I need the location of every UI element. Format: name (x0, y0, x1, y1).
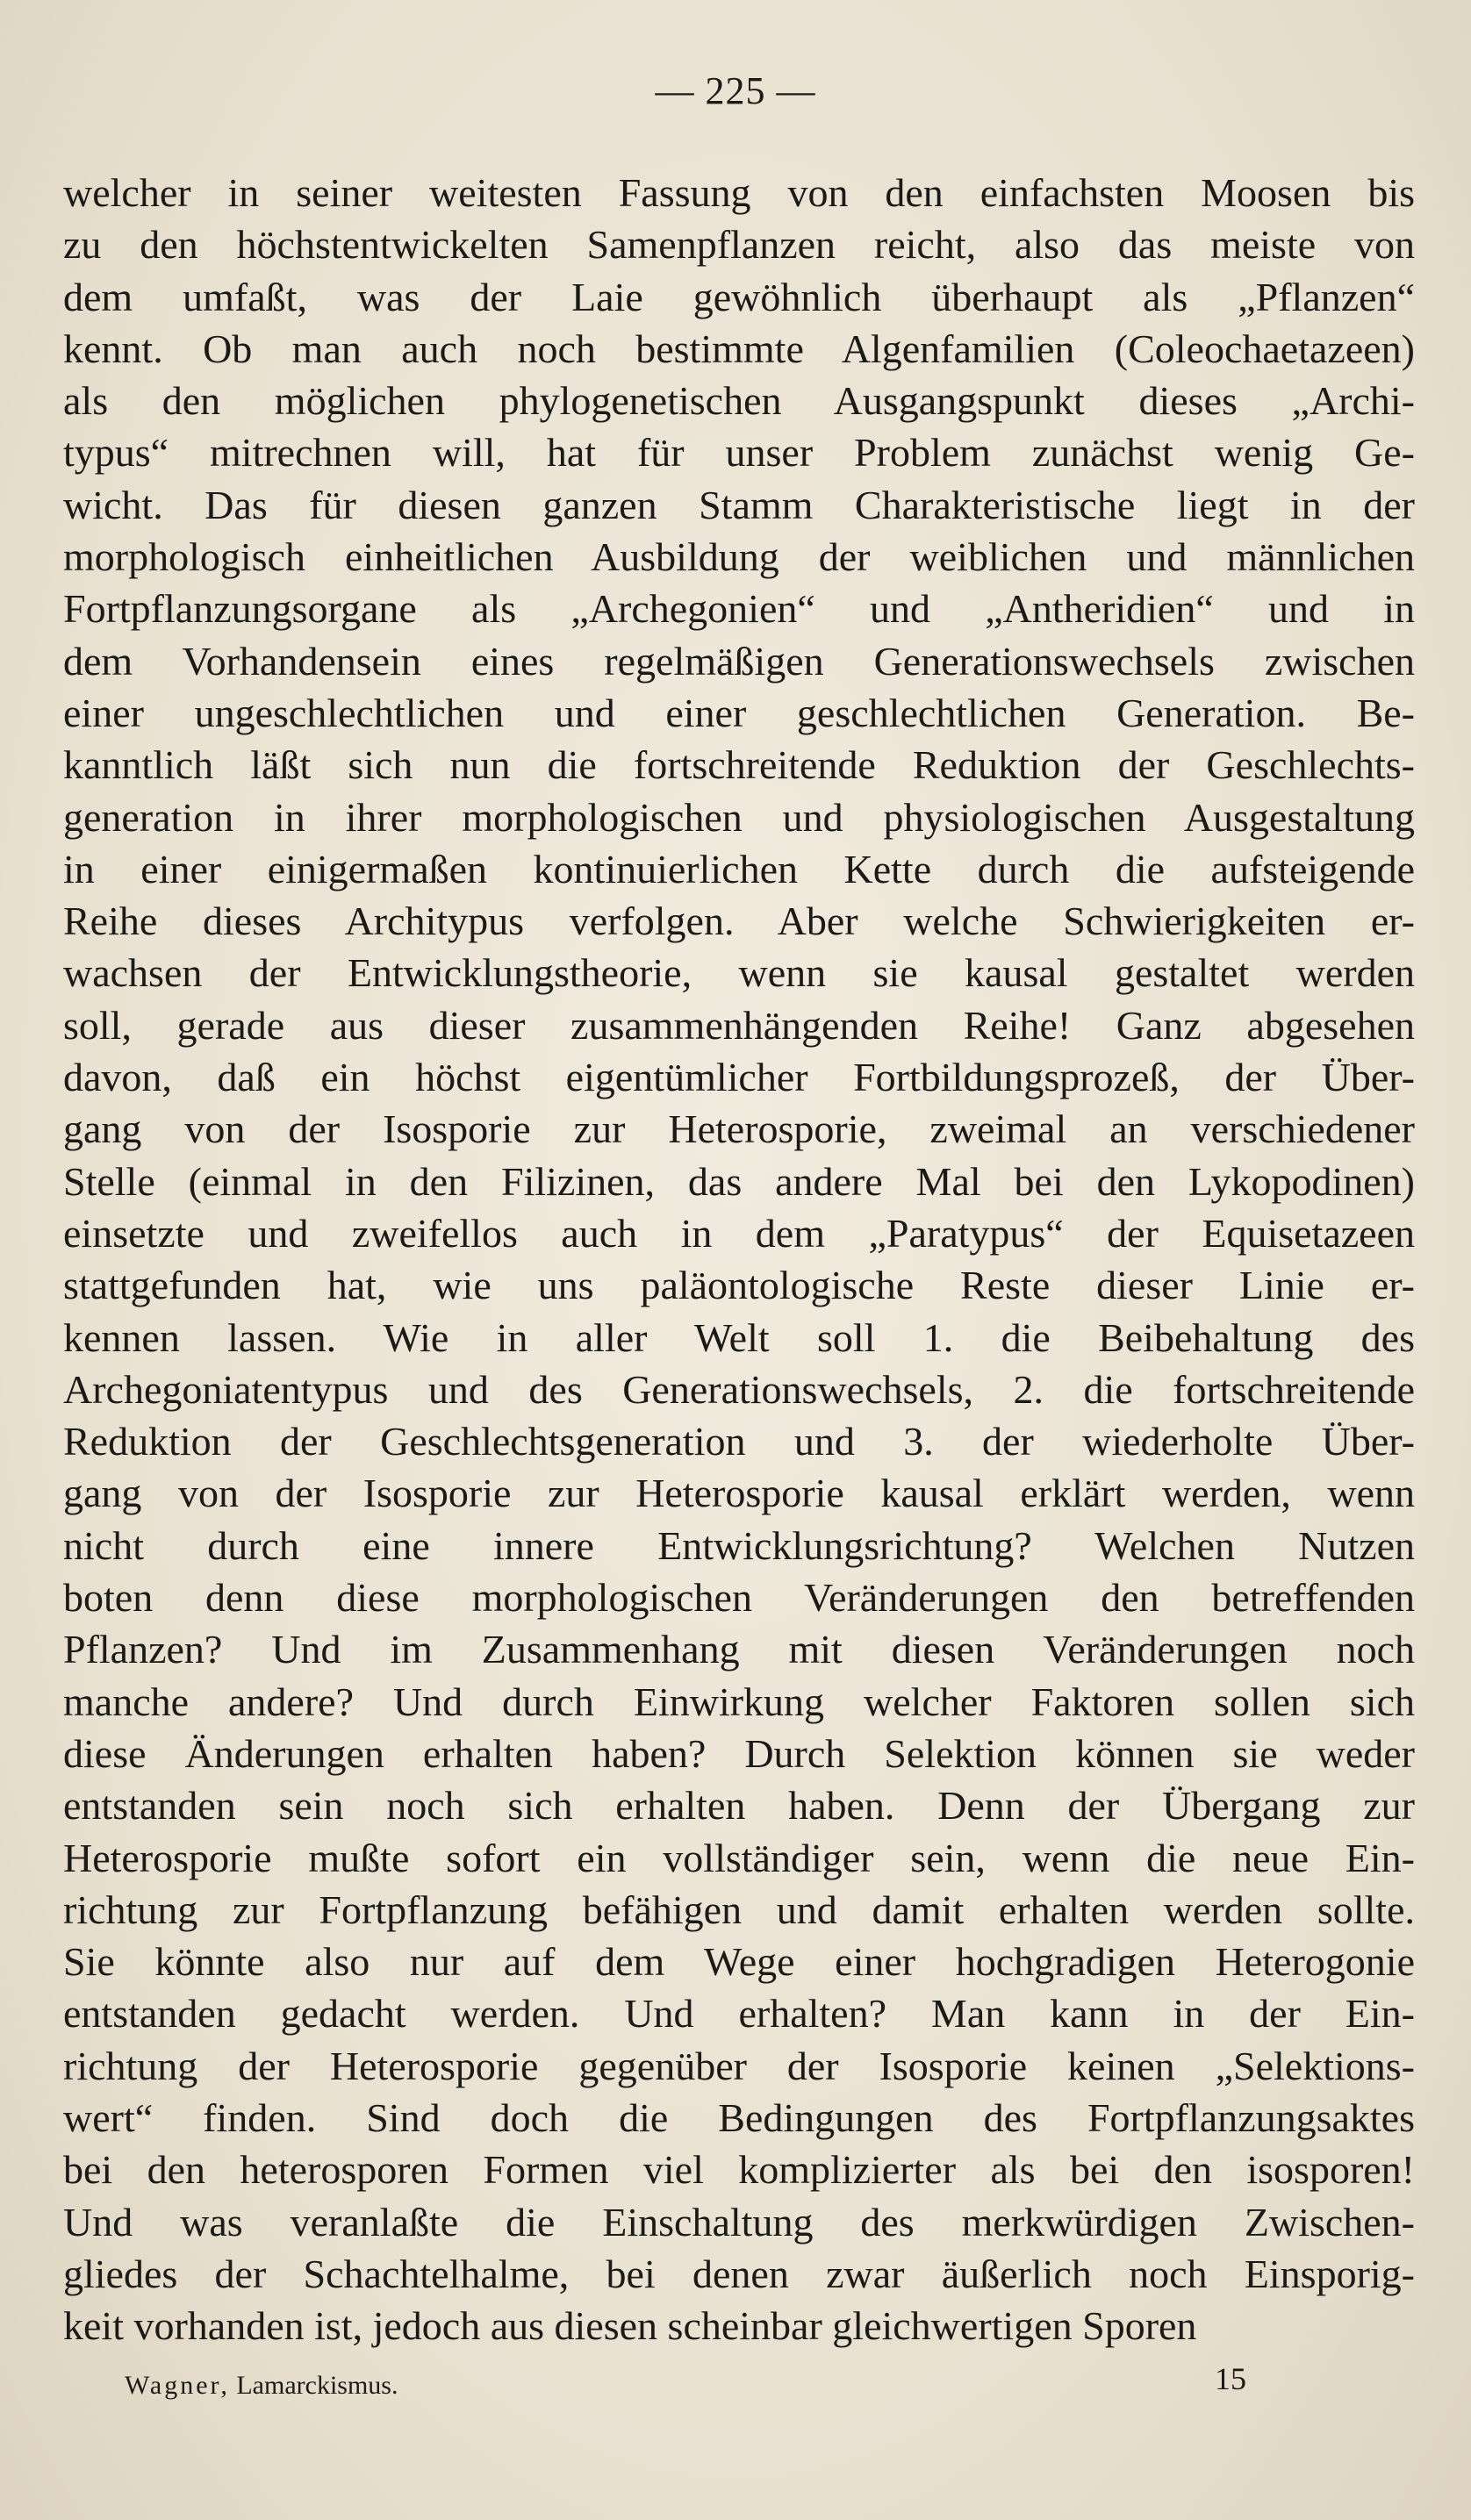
text-line: stattgefunden hat, wie uns paläontologische Reste dieser Linie er- (63, 1263, 1415, 1308)
text-line: einer ungeschlechtlichen und einer geschlechtlichen Generation. Be- (63, 690, 1415, 735)
text-line: entstanden gedacht werden. Und erhalten? Man kann in der Ein- (63, 1991, 1415, 2037)
text-line: typus“ mitrechnen will, hat für unser Problem zunächst wenig Ge- (63, 430, 1415, 476)
body-text (63, 167, 1415, 2352)
footer-title: Lamarckismus. (236, 2371, 398, 2400)
text-line: richtung der Heterosporie gegenüber der Isosporie keinen „Selektions- (63, 2043, 1415, 2088)
running-footer (125, 2371, 398, 2401)
text-line: richtung zur Fortpflanzung befähigen und damit erhalten werden sollte. (63, 1886, 1415, 1932)
text-line: Heterosporie mußte sofort ein vollständiger sein, wenn die neue Ein- (63, 1835, 1415, 1880)
text-line: einsetzte und zweifellos auch in dem „Paratypus“ der Equisetazeen (63, 1210, 1415, 1256)
text-line: kennt. Ob man auch noch bestimmte Algenfamilien (Coleochaetazeen) (63, 326, 1415, 371)
text-line: Archegoniatentypus und des Generationswechsels, 2. die fortschreitende (63, 1366, 1415, 1412)
text-line: gliedes der Schachtelhalme, bei denen zwar äußerlich noch Einsporig- (63, 2251, 1415, 2296)
page-number: — 225 — (655, 69, 816, 112)
text-line: wicht. Das für diesen ganzen Stamm Charakteristische liegt in der (63, 482, 1415, 527)
text-line: kennen lassen. Wie in aller Welt soll 1. die Beibehaltung des (63, 1314, 1415, 1360)
text-line: Reduktion der Geschlechtsgeneration und 3. der wiederholte Über- (63, 1419, 1415, 1464)
text-line: bei den heterosporen Formen viel komplizierter als bei den isosporen! (63, 2147, 1415, 2193)
text-line: entstanden sein noch sich erhalten haben. Denn der Übergang zur (63, 1783, 1415, 1829)
text-line: soll, gerade aus dieser zusammenhängenden Reihe! Ganz abgesehen (63, 1002, 1415, 1048)
text-line: als den möglichen phylogenetischen Ausgangspunkt dieses „Archi- (63, 378, 1415, 424)
text-line: welcher in seiner weitesten Fassung von den einfachsten Moosen bis (63, 170, 1415, 215)
signature-mark: 15 (1215, 2361, 1246, 2396)
text-line: in einer einigermaßen kontinuierlichen Kette durch die aufsteigende (63, 846, 1415, 891)
text-line: kanntlich läßt sich nun die fortschreitende Reduktion der Geschlechts- (63, 742, 1415, 788)
text-line: Und was veranlaßte die Einschaltung des merkwürdigen Zwischen- (63, 2199, 1415, 2244)
text-line: davon, daß ein höchst eigentümlicher Fortbildungsprozeß, der Über- (63, 1055, 1415, 1100)
text-line: dem Vorhandensein eines regelmäßigen Generationswechsels zwischen (63, 638, 1415, 684)
text-line: Reihe dieses Architypus verfolgen. Aber welche Schwierigkeiten er- (63, 898, 1415, 944)
text-line: wachsen der Entwicklungstheorie, wenn sie kausal gestaltet werden (63, 950, 1415, 996)
text-line: manche andere? Und durch Einwirkung welcher Faktoren sollen sich (63, 1679, 1415, 1724)
text-line: gang von der Isosporie zur Heterosporie kausal erklärt werden, wenn (63, 1471, 1415, 1516)
text-line: generation in ihrer morphologischen und physiologischen Ausgestaltung (63, 794, 1415, 840)
text-line: boten denn diese morphologischen Veränderungen den betreffenden (63, 1575, 1415, 1621)
text-line: Sie könnte also nur auf dem Wege einer hochgradigen Heterogonie (63, 1939, 1415, 1985)
text-line: morphologisch einheitlichen Ausbildung der weiblichen und männlichen (63, 534, 1415, 580)
text-line: zu den höchstentwickelten Samenpflanzen reicht, also das meiste von (63, 222, 1415, 268)
text-line: diese Änderungen erhalten haben? Durch Selektion können sie weder (63, 1730, 1415, 1776)
text-line: dem umfaßt, was der Laie gewöhnlich überhaupt als „Pflanzen“ (63, 274, 1415, 319)
text-line: Fortpflanzungsorgane als „Archegonien“ und „Antheridien“ und in (63, 586, 1415, 632)
text-line: Pflanzen? Und im Zusammenhang mit diesen Veränderungen noch (63, 1627, 1415, 1672)
text-line: Stelle (einmal in den Filizinen, das andere Mal bei den Lykopodinen) (63, 1158, 1415, 1204)
text-line: wert“ finden. Sind doch die Bedingungen des Fortpflanzungsaktes (63, 2094, 1415, 2140)
text-line: gang von der Isosporie zur Heterosporie, zweimal an verschiedener (63, 1106, 1415, 1152)
text-line: nicht durch eine innere Entwicklungsrichtung? Welchen Nutzen (63, 1522, 1415, 1568)
text-line: keit vorhanden ist, jedoch aus diesen scheinbar gleichwertigen Sporen (63, 2303, 1197, 2349)
footer-author: Wagner, (125, 2371, 230, 2400)
